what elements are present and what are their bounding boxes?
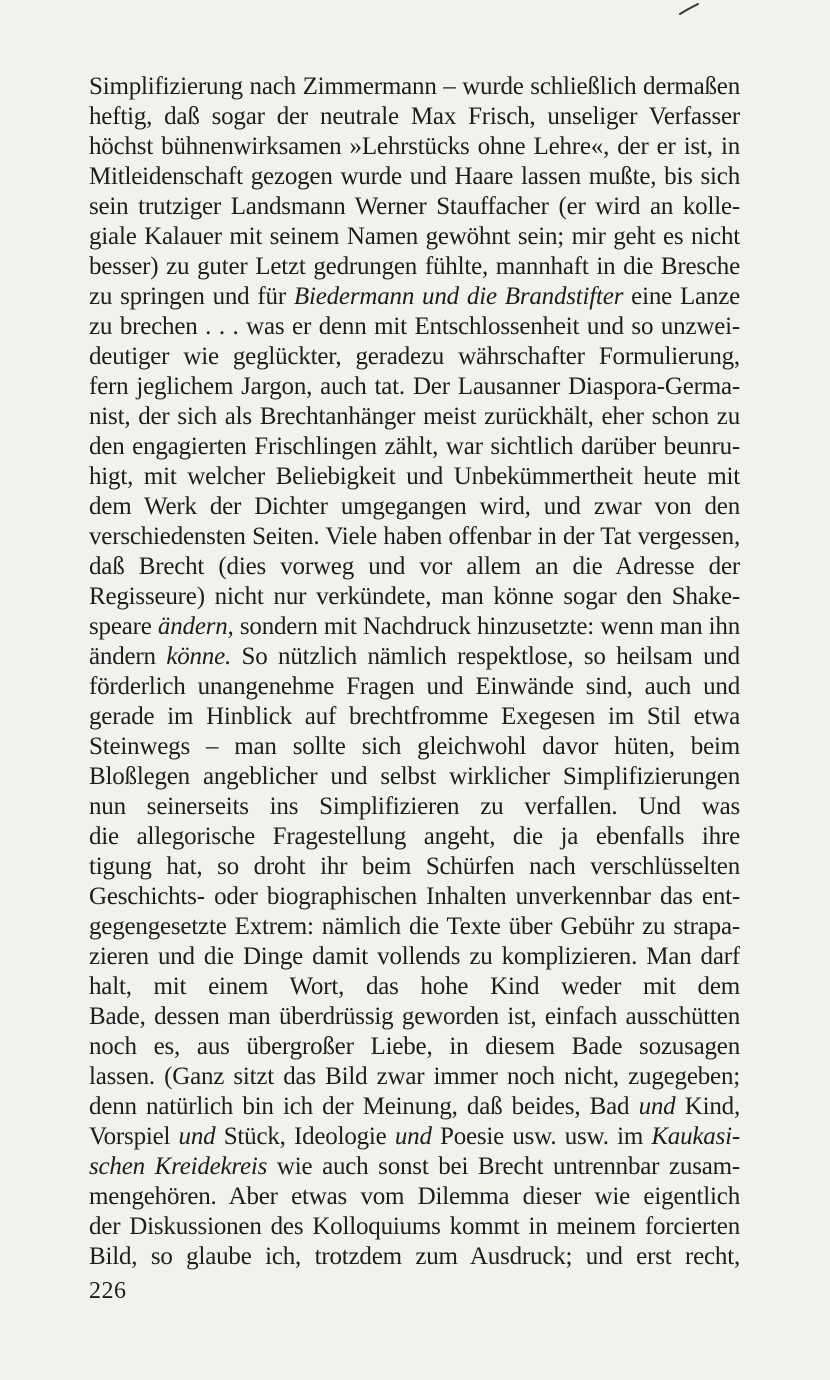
text-segment: sondern mit Nachdruck hinzusetzte: wenn man ihn bbox=[233, 613, 740, 640]
text-segment: Kind, bbox=[675, 1093, 740, 1120]
text-line bbox=[89, 852, 740, 882]
text-segment: daß Brecht (dies vorweg und vor allem an die Adresse der bbox=[89, 553, 740, 580]
text-line bbox=[89, 732, 740, 762]
text-line bbox=[89, 792, 740, 822]
italic-text: Biedermann und die Brandstifter bbox=[293, 283, 624, 310]
text-segment: gerade im Hinblick auf brechtfromme Exegesen im Stil etwa bbox=[89, 703, 740, 730]
text-line bbox=[89, 672, 740, 702]
text-segment: förderlich unangenehme Fragen und Einwände sind, auch und bbox=[89, 673, 740, 700]
text-segment: heftig, daß sogar der neutrale Max Frisch, unseliger Verfasser bbox=[89, 103, 740, 130]
text-segment: fern jeglichem Jargon, auch tat. Der Lausanner Diaspora-Germa- bbox=[89, 373, 740, 400]
text-line bbox=[89, 972, 740, 1002]
text-line bbox=[89, 1242, 740, 1272]
text-line bbox=[89, 1092, 740, 1122]
text-segment: Vorspiel bbox=[89, 1123, 179, 1150]
text-line bbox=[89, 222, 740, 252]
text-segment: eine Lanze bbox=[623, 283, 740, 310]
text-segment: Simplifizierung nach Zimmermann – wurde schließlich dermaßen bbox=[89, 73, 740, 100]
text-line bbox=[89, 342, 740, 372]
text-line bbox=[89, 762, 740, 792]
text-line bbox=[89, 1122, 740, 1152]
text-line bbox=[89, 432, 740, 462]
text-line bbox=[89, 282, 740, 312]
text-segment: sein trutziger Landsmann Werner Stauffacher (er wird an kolle- bbox=[89, 193, 740, 220]
italic-text: könne. bbox=[166, 643, 232, 670]
text-line bbox=[89, 72, 740, 102]
text-segment: die allegorische Fragestellung angeht, die ja ebenfalls ihre bbox=[89, 823, 740, 850]
text-line bbox=[89, 312, 740, 342]
text-segment: zu springen und für bbox=[89, 283, 294, 310]
text-segment: giale Kalauer mit seinem Namen gewöhnt sein; mir geht es nicht bbox=[89, 223, 740, 250]
text-line bbox=[89, 702, 740, 732]
text-segment: Bild, so glaube ich, trotzdem zum Ausdruck; und erst recht, bbox=[89, 1243, 740, 1270]
text-line bbox=[89, 252, 740, 282]
text-segment: So nützlich nämlich respektlose, so heilsam und bbox=[231, 643, 740, 670]
text-line bbox=[89, 942, 740, 972]
text-segment: ändern bbox=[89, 643, 167, 670]
pencil-mark bbox=[678, 2, 700, 16]
text-segment: Steinwegs – man sollte sich gleichwohl davor hüten, beim bbox=[89, 733, 740, 760]
text-line bbox=[89, 882, 740, 912]
text-segment: mengehören. Aber etwas vom Dilemma dieser wie eigentlich bbox=[89, 1183, 740, 1210]
italic-text: und bbox=[394, 1123, 432, 1150]
text-segment: dem Werk der Dichter umgegangen wird, und zwar von den bbox=[89, 493, 740, 520]
text-line bbox=[89, 1032, 740, 1062]
text-line bbox=[89, 402, 740, 432]
text-line bbox=[89, 612, 740, 642]
italic-text: ändern, bbox=[157, 613, 234, 640]
text-segment: nun seinerseits ins Simplifizieren zu verfallen. Und was bbox=[89, 793, 740, 820]
text-line bbox=[89, 192, 740, 222]
text-line bbox=[89, 492, 740, 522]
text-segment: der Diskussionen des Kolloquiums kommt in meinem forcierten bbox=[89, 1213, 740, 1240]
text-line bbox=[89, 822, 740, 852]
text-line bbox=[89, 1152, 740, 1182]
text-segment: Poesie usw. usw. im bbox=[431, 1123, 652, 1150]
text-segment: deutiger wie geglückter, geradezu währschafter Formulierung, bbox=[89, 343, 740, 370]
text-line bbox=[89, 552, 740, 582]
text-line bbox=[89, 912, 740, 942]
text-segment: higt, mit welcher Beliebigkeit und Unbekümmertheit heute mit bbox=[89, 463, 740, 490]
text-line bbox=[89, 582, 740, 612]
text-line bbox=[89, 1062, 740, 1092]
page-number: 226 bbox=[89, 1278, 127, 1304]
text-segment: Bloßlegen angeblicher und selbst wirklicher Simplifizierungen bbox=[89, 763, 740, 790]
text-segment: verschiedensten Seiten. Viele haben offenbar in der Tat vergessen, bbox=[89, 523, 740, 550]
text-segment: Bade, dessen man überdrüssig geworden ist, einfach ausschütten bbox=[89, 1003, 740, 1030]
italic-text: schen Kreidekreis bbox=[89, 1153, 268, 1180]
text-segment: halt, mit einem Wort, das hohe Kind weder mit dem bbox=[89, 973, 740, 1000]
text-line bbox=[89, 1212, 740, 1242]
text-line bbox=[89, 162, 740, 192]
text-segment: lassen. (Ganz sitzt das Bild zwar immer noch nicht, zugegeben; bbox=[89, 1063, 740, 1090]
text-segment: zu brechen . . . was er denn mit Entschlossenheit und so unzwei- bbox=[89, 313, 740, 340]
text-segment: speare bbox=[89, 613, 158, 640]
italic-text: Kaukasi- bbox=[651, 1123, 740, 1150]
italic-text: und bbox=[638, 1093, 676, 1120]
text-segment: noch es, aus übergroßer Liebe, in diesem Bade sozusagen bbox=[89, 1033, 740, 1060]
text-line bbox=[89, 102, 740, 132]
text-segment: besser) zu guter Letzt gedrungen fühlte, mannhaft in die Bresche bbox=[89, 253, 740, 280]
text-line bbox=[89, 522, 740, 552]
text-line bbox=[89, 642, 740, 672]
body-text bbox=[89, 72, 740, 1272]
text-segment: Geschichts- oder biographischen Inhalten unverkennbar das ent- bbox=[89, 883, 740, 910]
text-segment: denn natürlich bin ich der Meinung, daß beides, Bad bbox=[89, 1093, 639, 1120]
text-line bbox=[89, 372, 740, 402]
text-segment: gegengesetzte Extrem: nämlich die Texte über Gebühr zu strapa- bbox=[89, 913, 740, 940]
text-segment: wie auch sonst bei Brecht untrennbar zusam- bbox=[267, 1153, 740, 1180]
text-segment: tigung hat, so droht ihr beim Schürfen nach verschlüsselten bbox=[89, 853, 740, 880]
text-segment: nist, der sich als Brechtanhänger meist zurückhält, eher schon zu bbox=[89, 403, 740, 430]
text-line bbox=[89, 462, 740, 492]
text-segment: Mitleidenschaft gezogen wurde und Haare lassen mußte, bis sich bbox=[89, 163, 740, 190]
italic-text: und bbox=[178, 1123, 216, 1150]
text-line bbox=[89, 132, 740, 162]
text-segment: zieren und die Dinge damit vollends zu komplizieren. Man darf bbox=[89, 943, 740, 970]
text-line bbox=[89, 1002, 740, 1032]
text-segment: Stück, Ideologie bbox=[215, 1123, 395, 1150]
text-line bbox=[89, 1182, 740, 1212]
text-segment: Regisseure) nicht nur verkündete, man könne sogar den Shake- bbox=[89, 583, 740, 610]
text-segment: höchst bühnenwirksamen »Lehrstücks ohne Lehre«, der er ist, in bbox=[89, 133, 740, 160]
text-segment: den engagierten Frischlingen zählt, war sichtlich darüber beunru- bbox=[89, 433, 740, 460]
